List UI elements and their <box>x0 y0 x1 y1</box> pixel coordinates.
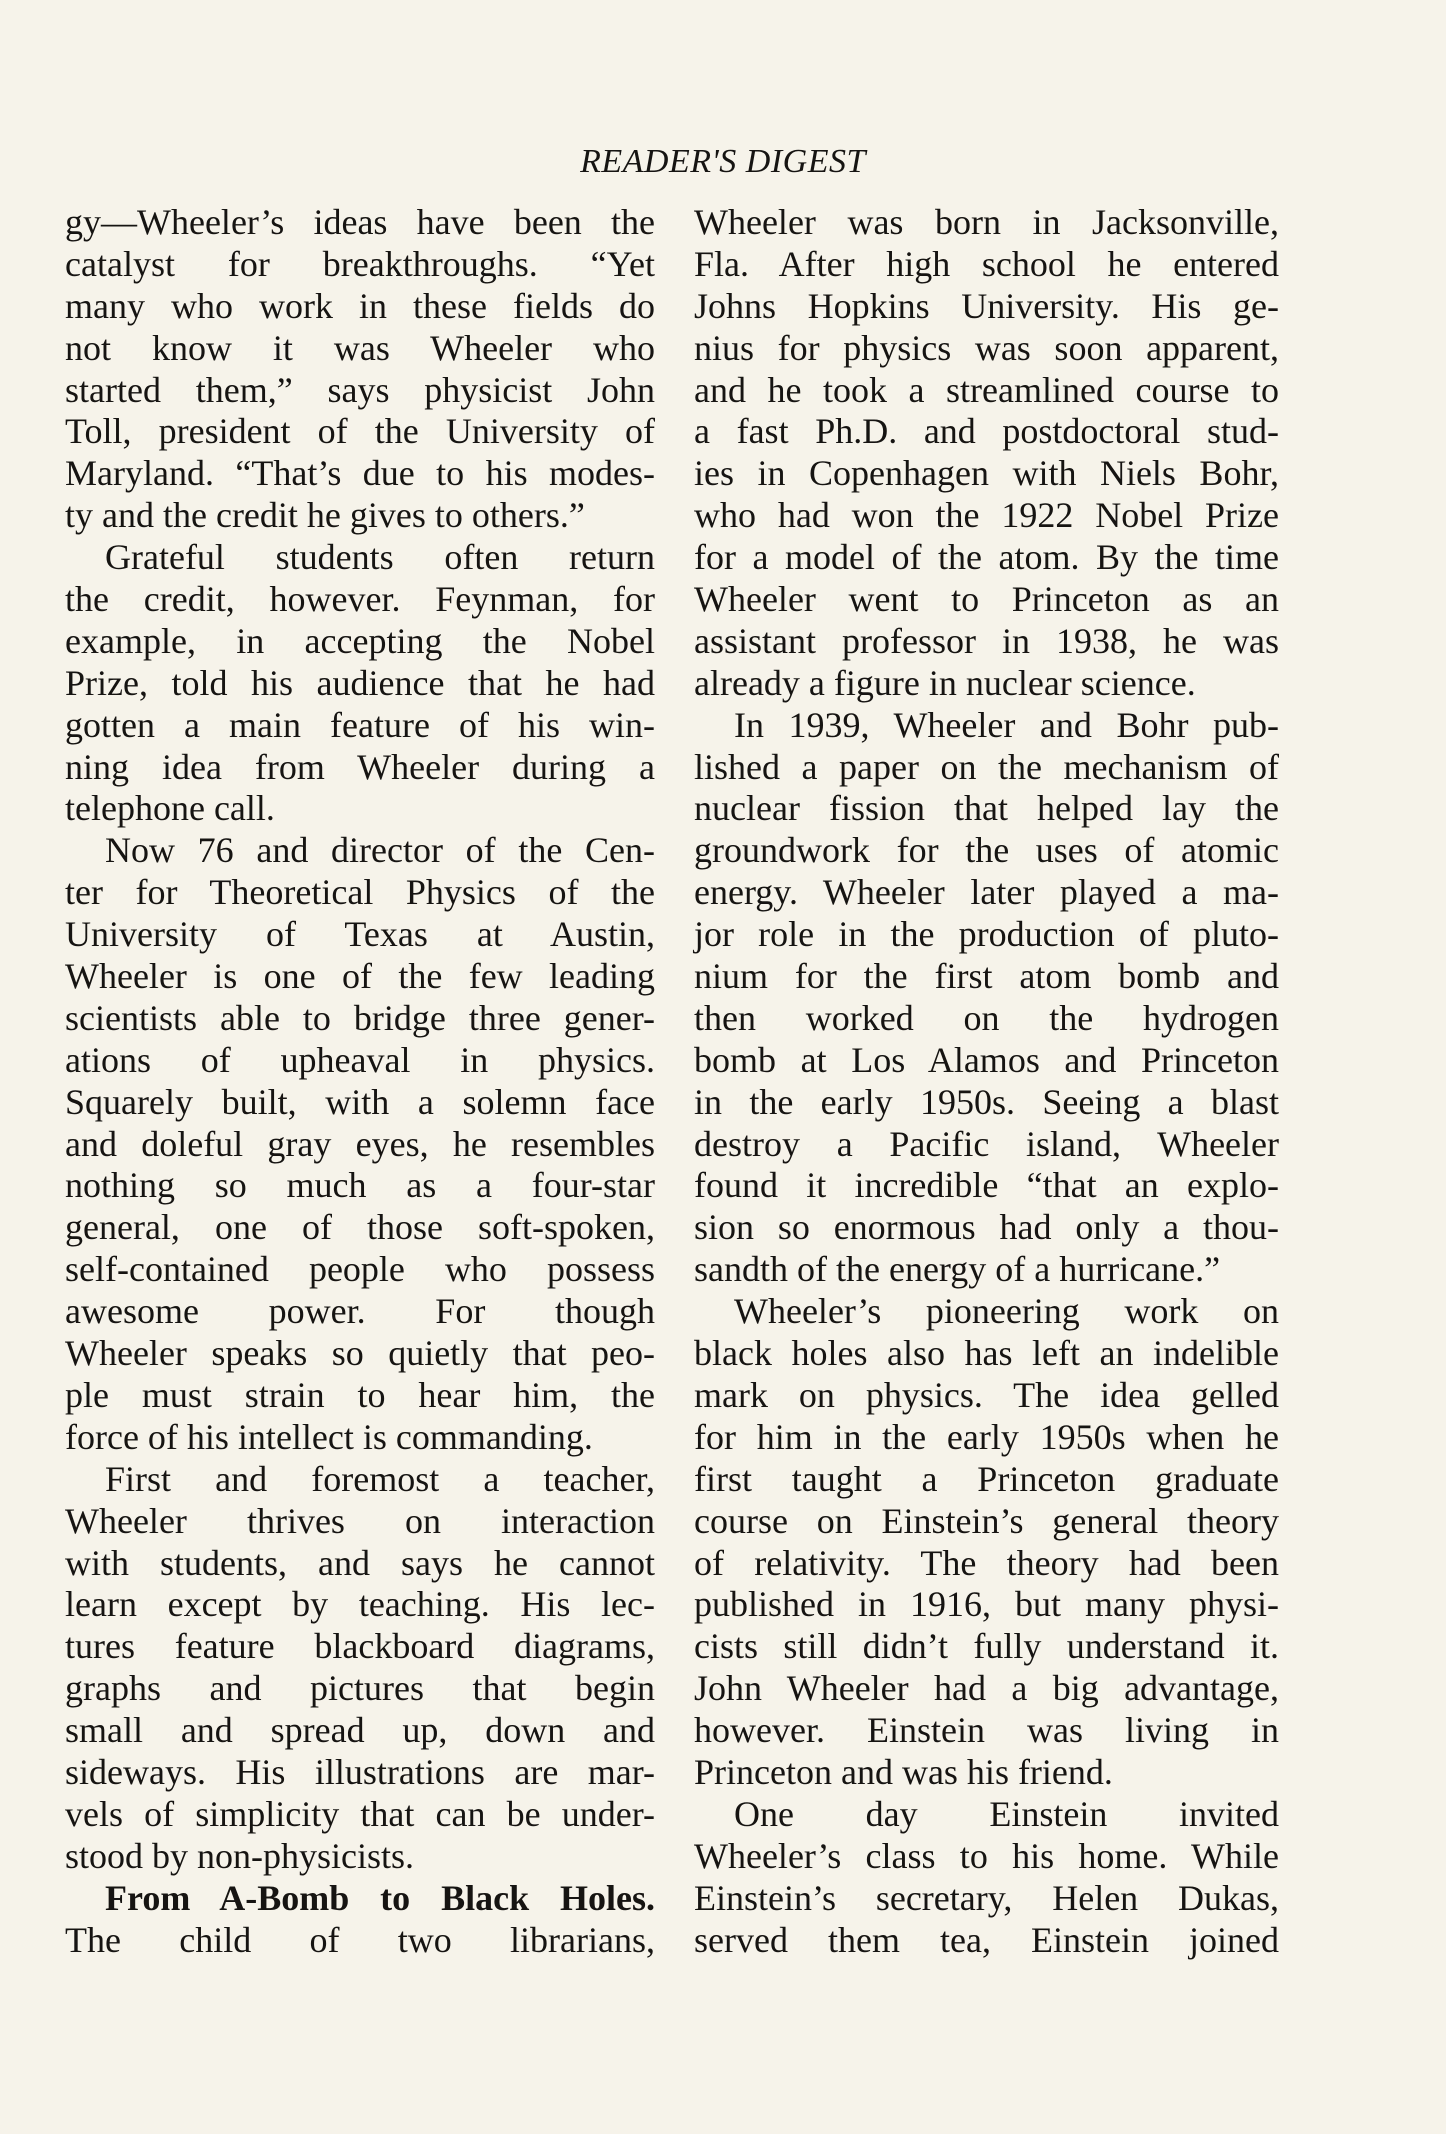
text-line: nothing so much as a four-star <box>65 1165 655 1206</box>
text-line: Toll, president of the University of <box>65 411 655 452</box>
text-line: Johns Hopkins University. His ge- <box>694 285 1279 326</box>
text-line: then worked on the hydrogen <box>694 997 1279 1038</box>
text-line: Squarely built, with a solemn face <box>65 1081 655 1122</box>
text-line: general, one of those soft-spoken, <box>65 1207 655 1248</box>
text-line: ning idea from Wheeler during a <box>65 746 655 787</box>
text-line: Maryland. “That’s due to his modes- <box>65 453 655 494</box>
text-line: mark on physics. The idea gelled <box>694 1374 1279 1415</box>
text-line: In 1939, Wheeler and Bohr pub- <box>734 704 1279 745</box>
text-line: many who work in these fields do <box>65 285 655 326</box>
text-line: nius for physics was soon apparent, <box>694 327 1279 368</box>
text-line: in the early 1950s. Seeing a blast <box>694 1081 1279 1122</box>
text-line: and doleful gray eyes, he resembles <box>65 1123 655 1164</box>
text-line: not know it was Wheeler who <box>65 327 655 368</box>
text-line: served them tea, Einstein joined <box>694 1919 1279 1960</box>
text-line: black holes also has left an indelible <box>694 1333 1279 1374</box>
text-line: however. Einstein was living in <box>694 1710 1279 1751</box>
text-line: Princeton and was his friend. <box>694 1751 1113 1792</box>
text-line: cists still didn’t fully understand it. <box>694 1626 1279 1667</box>
text-line: John Wheeler had a big advantage, <box>694 1668 1279 1709</box>
text-line: Grateful students often return <box>105 537 655 578</box>
text-line: who had won the 1922 Nobel Prize <box>694 495 1279 536</box>
left-column <box>65 202 655 1961</box>
text-line: assistant professor in 1938, he was <box>694 620 1279 661</box>
section-heading: From A-Bomb to Black Holes. <box>105 1877 655 1918</box>
text-line: the credit, however. Feynman, for <box>65 579 655 620</box>
text-line: ations of upheaval in physics. <box>65 1039 655 1080</box>
text-line: small and spread up, down and <box>65 1710 655 1751</box>
text-line: bomb at Los Alamos and Princeton <box>694 1039 1279 1080</box>
text-line: destroy a Pacific island, Wheeler <box>694 1123 1279 1164</box>
text-line: found it incredible “that an explo- <box>694 1165 1279 1206</box>
text-line: groundwork for the uses of atomic <box>694 830 1279 871</box>
text-line: already a figure in nuclear science. <box>694 662 1196 703</box>
text-line: Wheeler went to Princeton as an <box>694 579 1279 620</box>
text-line: sandth of the energy of a hurricane.” <box>694 1249 1221 1290</box>
text-line: scientists able to bridge three gener- <box>65 997 655 1038</box>
text-line: with students, and says he cannot <box>65 1542 655 1583</box>
text-line: catalyst for breakthroughs. “Yet <box>65 243 655 284</box>
text-line: Fla. After high school he entered <box>694 243 1279 284</box>
text-line: nuclear fission that helped lay the <box>694 788 1279 829</box>
text-line: tures feature blackboard diagrams, <box>65 1626 655 1667</box>
text-line: Wheeler speaks so quietly that peo- <box>65 1333 655 1374</box>
text-line: First and foremost a teacher, <box>105 1458 655 1499</box>
text-line: gy—Wheeler’s ideas have been the <box>65 202 655 242</box>
text-line: of relativity. The theory had been <box>694 1542 1279 1583</box>
text-line: learn except by teaching. His lec- <box>65 1584 655 1625</box>
text-line: lished a paper on the mechanism of <box>694 746 1279 787</box>
text-line: The child of two librarians, <box>65 1919 655 1960</box>
text-line: and he took a streamlined course to <box>694 369 1279 410</box>
text-line: Wheeler’s class to his home. While <box>694 1835 1279 1876</box>
text-line: course on Einstein’s general theory <box>694 1500 1279 1541</box>
text-line: jor role in the production of pluto- <box>694 914 1279 955</box>
text-line: force of his intellect is commanding. <box>65 1416 593 1457</box>
text-line: telephone call. <box>65 788 275 829</box>
text-line: published in 1916, but many physi- <box>694 1584 1279 1625</box>
text-line: sideways. His illustrations are mar- <box>65 1751 655 1792</box>
text-line: graphs and pictures that begin <box>65 1668 655 1709</box>
text-line: ter for Theoretical Physics of the <box>65 872 655 913</box>
text-line: Prize, told his audience that he had <box>65 662 655 703</box>
text-line: self-contained people who possess <box>65 1249 655 1290</box>
text-line: Einstein’s secretary, Helen Dukas, <box>694 1877 1279 1918</box>
text-line: nium for the first atom bomb and <box>694 956 1279 997</box>
text-line: energy. Wheeler later played a ma- <box>694 872 1279 913</box>
text-line: One day Einstein invited <box>734 1793 1279 1834</box>
text-line: ple must strain to hear him, the <box>65 1374 655 1415</box>
text-line: first taught a Princeton graduate <box>694 1458 1279 1499</box>
text-line: ies in Copenhagen with Niels Bohr, <box>694 453 1279 494</box>
text-line: Now 76 and director of the Cen- <box>105 830 655 871</box>
text-line: gotten a main feature of his win- <box>65 704 655 745</box>
text-line: for a model of the atom. By the time <box>694 537 1279 578</box>
text-line: Wheeler was born in Jacksonville, <box>694 202 1279 242</box>
text-line: University of Texas at Austin, <box>65 914 655 955</box>
text-line: vels of simplicity that can be under- <box>65 1793 655 1834</box>
right-column <box>694 202 1279 1961</box>
text-line: for him in the early 1950s when he <box>694 1416 1279 1457</box>
text-line: awesome power. For though <box>65 1291 655 1332</box>
text-line: Wheeler thrives on interaction <box>65 1500 655 1541</box>
text-line: started them,” says physicist John <box>65 369 655 410</box>
text-line: stood by non-physicists. <box>65 1835 415 1876</box>
text-line: sion so enormous had only a thou- <box>694 1207 1279 1248</box>
running-header: READER'S DIGEST <box>580 143 866 180</box>
text-line: example, in accepting the Nobel <box>65 620 655 661</box>
text-line: a fast Ph.D. and postdoctoral stud- <box>694 411 1279 452</box>
text-line: Wheeler’s pioneering work on <box>734 1291 1279 1332</box>
text-line: Wheeler is one of the few leading <box>65 956 655 997</box>
text-line: ty and the credit he gives to others.” <box>65 495 585 536</box>
